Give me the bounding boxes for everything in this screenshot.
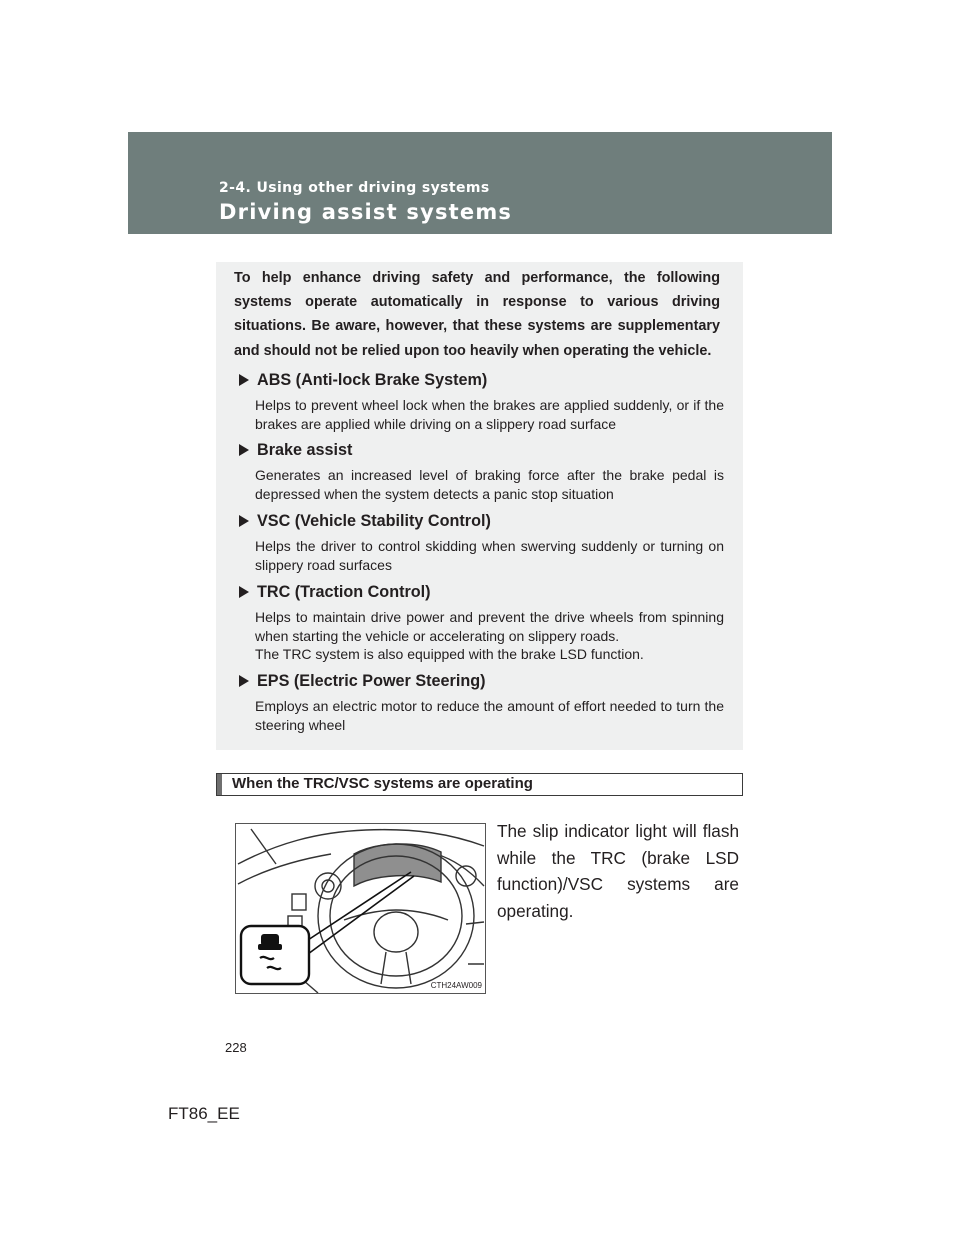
intro-text: To help enhance driving safety and performance, the following systems operate automatically in response to various driving situations. Be aware, however, that these systems are supplementary and should not be relied upon too heavily when operating the vehicle. bbox=[234, 270, 720, 359]
feature-description: Helps the driver to control skidding when swerving suddenly or turning on slippery road surfaces bbox=[255, 538, 724, 573]
feature-eps bbox=[238, 669, 724, 734]
feature-description-extra: The TRC system is also equipped with the brake LSD function. bbox=[255, 646, 644, 662]
document-code: FT86_EE bbox=[168, 1104, 240, 1123]
operating-heading: When the TRC/VSC systems are operating bbox=[232, 775, 533, 792]
operating-description: The slip indicator light will flash while the TRC (brake LSD function)/VSC systems are operating. bbox=[497, 821, 739, 921]
feature-vsc bbox=[238, 509, 724, 574]
feature-description: Generates an increased level of braking force after the brake pedal is depressed when the system detects a panic stop situation bbox=[255, 467, 724, 502]
triangle-bullet-icon bbox=[238, 444, 250, 456]
triangle-bullet-icon bbox=[238, 675, 250, 687]
page-title: Driving assist systems bbox=[219, 200, 513, 224]
feature-abs bbox=[238, 368, 724, 433]
figure-code: CTH24AW009 bbox=[430, 981, 482, 990]
triangle-bullet-icon bbox=[238, 374, 250, 386]
triangle-bullet-icon bbox=[238, 586, 250, 598]
feature-title: VSC (Vehicle Stability Control) bbox=[257, 511, 491, 530]
feature-description: Helps to maintain drive power and prevent the drive wheels from spinning when starting the vehicle or accelerating on slippery roads. bbox=[255, 609, 724, 644]
heading-marker bbox=[217, 774, 222, 795]
feature-trc bbox=[238, 580, 724, 664]
feature-description: Helps to prevent wheel lock when the brakes are applied suddenly, or if the brakes are applied while driving on a slippery road surface bbox=[255, 397, 724, 432]
feature-title: Brake assist bbox=[257, 440, 353, 459]
triangle-bullet-icon bbox=[238, 515, 250, 527]
dashboard-drawing bbox=[236, 824, 485, 993]
section-label: 2-4. Using other driving systems bbox=[219, 180, 490, 196]
operating-heading-bar bbox=[216, 773, 743, 796]
dashboard-illustration bbox=[235, 823, 486, 994]
feature-description: Employs an electric motor to reduce the amount of effort needed to turn the steering wheel bbox=[255, 698, 724, 733]
page-number: 228 bbox=[225, 1040, 247, 1055]
feature-title: ABS (Anti-lock Brake System) bbox=[257, 370, 488, 389]
feature-title: TRC (Traction Control) bbox=[257, 582, 431, 601]
feature-title: EPS (Electric Power Steering) bbox=[257, 671, 486, 690]
feature-brake-assist bbox=[238, 438, 724, 503]
